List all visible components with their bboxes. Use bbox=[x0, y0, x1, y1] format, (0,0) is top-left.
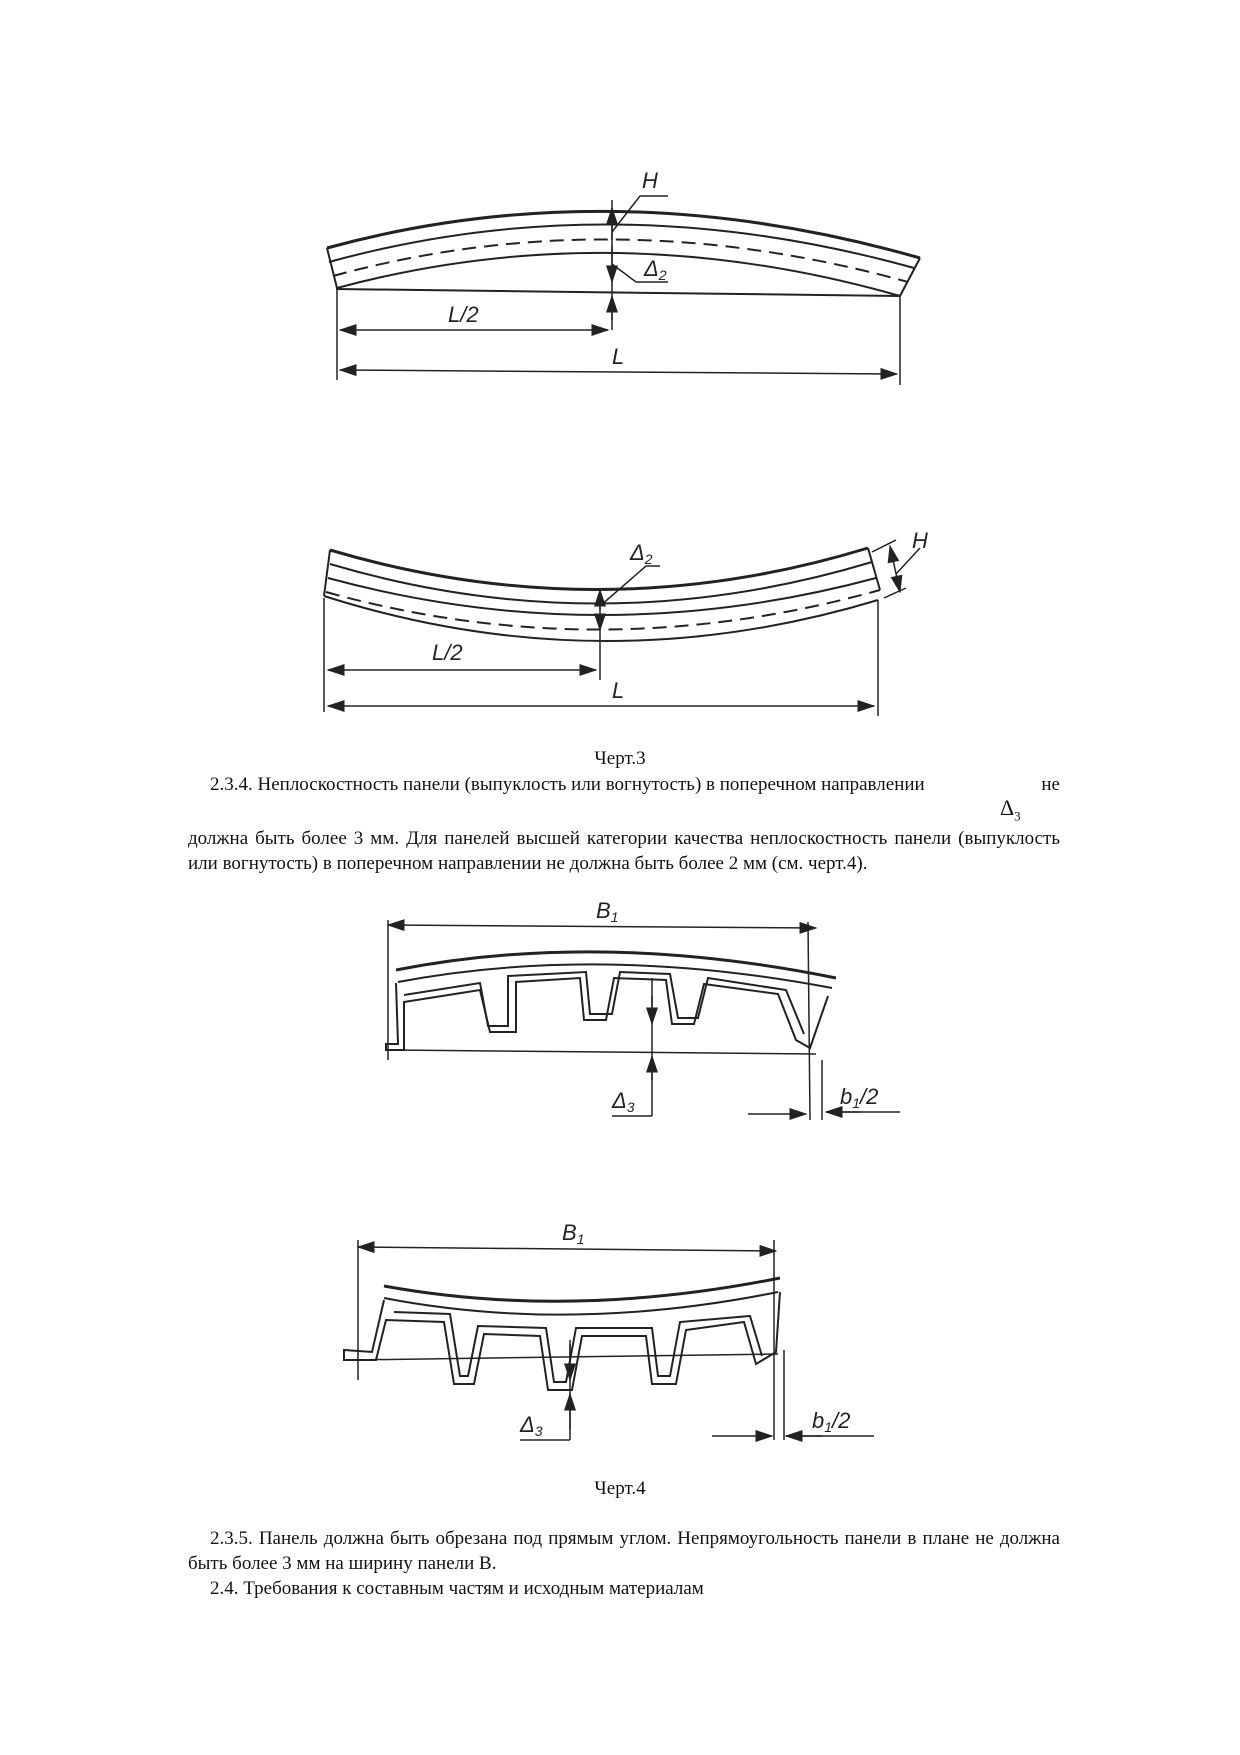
figure-3-caption: Черт.3 bbox=[594, 748, 646, 769]
figure-4-bottom-section bbox=[344, 1240, 874, 1440]
figure-4-top-section bbox=[386, 920, 900, 1120]
section-2-4-heading: 2.4. Требования к составным частям и исходным материалам bbox=[210, 1578, 704, 1599]
fig3-bottom-full-label: L bbox=[612, 678, 625, 703]
section-2-3-4-tail-word: не bbox=[1041, 774, 1060, 795]
fig3-bottom-h-label: H bbox=[912, 528, 928, 553]
fig3-top-half-label: L/2 bbox=[448, 302, 479, 327]
fig4-bottom-b1-half-label: b1/2 bbox=[812, 1408, 851, 1435]
fig4-bottom-delta3-label: Δ3 bbox=[520, 1412, 543, 1439]
fig3-top-full-label: L bbox=[612, 344, 625, 369]
section-2-3-4-lead: 2.3.4. Неплоскостность панели (выпуклость или вогнутость) в поперечном направлении bbox=[210, 774, 925, 795]
fig4-top-b1-label: B1 bbox=[596, 898, 619, 925]
fig3-bottom-delta-label: Δ2 bbox=[630, 540, 653, 567]
section-2-3-4-body: должна быть более 3 мм. Для панелей высшей категории качества неплоскостность панели (выпуклость или вогнутость) в поперечном направлении не должна быть более 2 мм (см. черт.4). bbox=[188, 828, 1060, 874]
fig4-top-b1-half-label: b1/2 bbox=[840, 1084, 879, 1111]
fig4-top-delta3-label: Δ3 bbox=[612, 1088, 635, 1115]
figure-3-drawing bbox=[0, 0, 1240, 760]
fig3-top-delta-label: Δ2 bbox=[644, 256, 667, 283]
section-2-3-5: 2.3.5. Панель должна быть обрезана под прямым углом. Непрямоугольность панели в плане не должна быть более 3 мм на ширину панели В. bbox=[188, 1528, 1060, 1574]
fig3-bottom-half-label: L/2 bbox=[432, 640, 463, 665]
section-2-3-4-line1 bbox=[188, 772, 1060, 797]
fig3-top-h-label: H bbox=[642, 168, 658, 193]
fig4-bottom-b1-label: B1 bbox=[562, 1220, 585, 1247]
figure-4-caption: Черт.4 bbox=[594, 1478, 646, 1499]
delta-3-symbol: $\Delta_3$ bbox=[1000, 795, 1021, 824]
